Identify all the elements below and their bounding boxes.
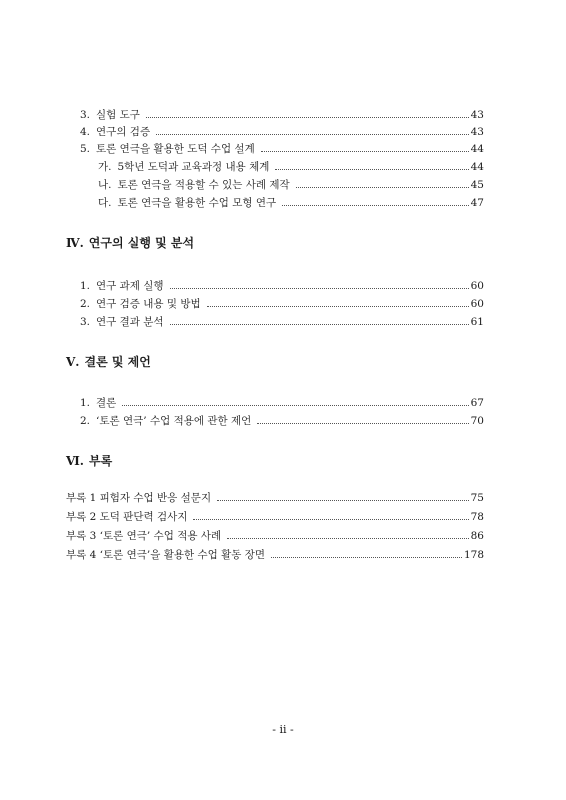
entry-title: 부록 3 ‘토론 연극’ 수업 적용 사례 xyxy=(66,530,222,542)
entry-title: ‘토론 연극’ 수업 적용에 관한 제언 xyxy=(96,415,252,427)
entry-number: 3. xyxy=(80,316,91,328)
toc-entry xyxy=(80,125,484,139)
entry-page: 178 xyxy=(463,549,484,561)
entry-title: 연구의 검증 xyxy=(96,126,151,138)
entry-page: 70 xyxy=(470,415,484,427)
dot-leader xyxy=(193,518,468,520)
toc-entry xyxy=(80,396,484,410)
dot-leader xyxy=(207,305,469,307)
toc-entry xyxy=(66,529,484,543)
entry-number: 1. xyxy=(80,280,91,292)
section-number: Ⅴ. xyxy=(66,355,80,369)
entry-number: 4. xyxy=(80,126,91,138)
section-heading-5 xyxy=(66,354,151,370)
toc-entry xyxy=(80,142,484,156)
toc-entry xyxy=(80,279,484,293)
entry-page: 44 xyxy=(470,143,484,155)
entry-title: 연구 과제 실행 xyxy=(96,280,164,292)
dot-leader xyxy=(170,323,469,325)
entry-page: 61 xyxy=(470,316,484,328)
section-title: 연구의 실행 및 분석 xyxy=(88,236,195,250)
section-heading-6 xyxy=(66,453,112,469)
entry-number: 2. xyxy=(80,298,91,310)
toc-subentry xyxy=(98,196,484,210)
toc-subentry xyxy=(98,160,484,174)
page-number-footer: - ii - xyxy=(272,723,294,736)
dot-leader xyxy=(275,168,468,170)
entry-page: 60 xyxy=(470,298,484,310)
entry-page: 43 xyxy=(470,126,484,138)
entry-title: 부록 2 도덕 판단력 검사지 xyxy=(66,511,188,523)
entry-number: 3. xyxy=(80,109,91,121)
entry-page: 44 xyxy=(470,161,484,173)
toc-entry xyxy=(80,315,484,329)
toc-entry xyxy=(80,108,484,122)
entry-title: 부록 1 피험자 수업 반응 설문지 xyxy=(66,492,212,504)
toc-entry xyxy=(66,510,484,524)
dot-leader xyxy=(122,404,468,406)
entry-page: 43 xyxy=(470,109,484,121)
entry-page: 67 xyxy=(470,397,484,409)
entry-title: 연구 결과 분석 xyxy=(96,316,164,328)
entry-page: 60 xyxy=(470,280,484,292)
dot-leader xyxy=(170,287,469,289)
entry-number: 5. xyxy=(80,143,91,155)
entry-title: 실험 도구 xyxy=(96,109,140,121)
dot-leader xyxy=(282,204,468,206)
entry-page: 75 xyxy=(470,492,484,504)
entry-number: 다. xyxy=(98,197,112,209)
dot-leader xyxy=(271,556,462,558)
dot-leader xyxy=(146,116,469,118)
entry-title: 토론 연극을 활용한 도덕 수업 설계 xyxy=(96,143,255,155)
section-number: Ⅵ. xyxy=(66,454,84,468)
entry-number: 가. xyxy=(98,161,112,173)
toc-entry xyxy=(80,297,484,311)
dot-leader xyxy=(261,150,469,152)
entry-title: 토론 연극을 적용할 수 있는 사례 제작 xyxy=(117,179,290,191)
entry-page: 45 xyxy=(470,179,484,191)
entry-number: 1. xyxy=(80,397,91,409)
dot-leader xyxy=(257,422,468,424)
entry-page: 78 xyxy=(470,511,484,523)
entry-title: 토론 연극을 활용한 수업 모형 연구 xyxy=(117,197,277,209)
toc-entry xyxy=(66,491,484,505)
dot-leader xyxy=(217,499,469,501)
entry-title: 연구 검증 내용 및 방법 xyxy=(96,298,201,310)
entry-page: 47 xyxy=(470,197,484,209)
entry-number: 나. xyxy=(98,179,112,191)
entry-number: 2. xyxy=(80,415,91,427)
section-title: 부록 xyxy=(88,454,113,468)
toc-entry xyxy=(80,414,484,428)
dot-leader xyxy=(156,133,469,135)
toc-entry xyxy=(66,548,484,562)
section-title: 결론 및 제언 xyxy=(84,355,151,369)
toc-subentry xyxy=(98,178,484,192)
section-number: Ⅳ. xyxy=(66,236,84,250)
entry-title: 5학년 도덕과 교육과정 내용 체계 xyxy=(117,161,270,173)
dot-leader xyxy=(227,537,469,539)
dot-leader xyxy=(296,186,469,188)
entry-title: 부록 4 ‘토론 연극’을 활용한 수업 활동 장면 xyxy=(66,549,266,561)
entry-page: 86 xyxy=(470,530,484,542)
section-heading-4 xyxy=(66,235,194,251)
entry-title: 결론 xyxy=(96,397,117,409)
